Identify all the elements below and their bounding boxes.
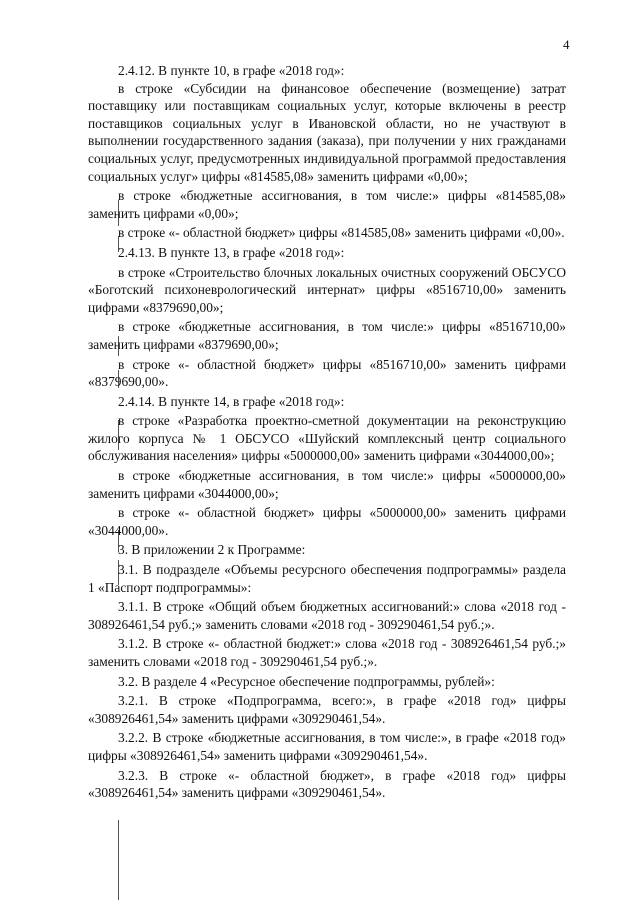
paragraph: в строке «Субсидии на финансовое обеспечение (возмещение) затрат поставщику или поставщикам социальных услуг, которые включены в реестр поставщиков социальных услуг в Ивановской области, но не участвуют в выполнении государственного задания (заказа), при получении у них гражданами социальных услуг, предусмотренных индивидуальной программой предоставления социальных услуг» цифры «814585,08» заменить цифрами «0,00»; [88, 80, 566, 184]
paragraph: в строке «бюджетные ассигнования, в том числе:» цифры «8516710,00» заменить цифрами «8379690,00»; [88, 319, 566, 352]
paragraph: 2.4.14. В пункте 14, в графе «2018 год»: [118, 393, 345, 409]
paragraph: 3.1.1. В строке «Общий объем бюджетных ассигнований:» слова «2018 год - 308926461,54 руб.;» заменить словами «2018 год - 309290461,54 руб.;». [88, 599, 566, 632]
paragraph: в строке «Строительство блочных локальных очистных сооружений ОБСУСО «Боготский психоневрологический интернат» цифры «8516710,00» заменить цифрами «8379690,00»; [88, 264, 566, 315]
paragraph: 2.4.12. В пункте 10, в графе «2018 год»: [118, 63, 345, 78]
paragraph: 3.2. В разделе 4 «Ресурсное обеспечение подпрограммы, рублей»: [118, 673, 495, 689]
page-number: 4 [563, 37, 570, 52]
paragraph: 3. В приложении 2 к Программе: [118, 542, 306, 558]
paragraph: 3.1.2. В строке «- областной бюджет:» слова «2018 год - 308926461,54 руб.;» заменить словами «2018 год - 309290461,54 руб.;». [88, 636, 566, 669]
paragraph: в строке «бюджетные ассигнования, в том числе:» цифры «5000000,00» заменить цифрами «3044000,00»; [88, 468, 566, 501]
paragraph: 3.2.3. В строке «- областной бюджет», в графе «2018 год» цифры «308926461,54» заменить цифрами «309290461,54». [88, 767, 566, 801]
paragraph: в строке «- областной бюджет» цифры «8516710,00» заменить цифрами «8379690,00». [88, 356, 566, 390]
document-body [88, 62, 566, 802]
paragraph: в строке «Разработка проектно-сметной документации на реконструкцию жилого корпуса № 1 ОБСУСО «Шуйский комплексный центр социального обслуживания населения» цифры «5000000,00» заменить цифрами «3044000,00»; [88, 413, 566, 464]
paragraph: в строке «- областной бюджет» цифры «814585,08» заменить цифрами «0,00». [118, 225, 565, 241]
paragraph: 3.1. В подразделе «Объемы ресурсного обеспечения подпрограммы» раздела 1 «Паспорт подпрограммы»: [88, 562, 566, 595]
scan-margin-line [118, 820, 119, 900]
paragraph: 3.2.2. В строке «бюджетные ассигнования, в том числе:», в графе «2018 год» цифры «308926461,54» заменить цифрами «309290461,54». [88, 730, 566, 763]
paragraph: 2.4.13. В пункте 13, в графе «2018 год»: [118, 244, 345, 260]
paragraph: в строке «- областной бюджет» цифры «5000000,00» заменить цифрами «3044000,00». [88, 505, 566, 538]
paragraph: в строке «бюджетные ассигнования, в том числе:» цифры «814585,08» заменить цифрами «0,00»; [88, 188, 566, 221]
paragraph: 3.2.1. В строке «Подпрограмма, всего:», в графе «2018 год» цифры «308926461,54» заменить цифрами «309290461,54». [88, 693, 566, 726]
